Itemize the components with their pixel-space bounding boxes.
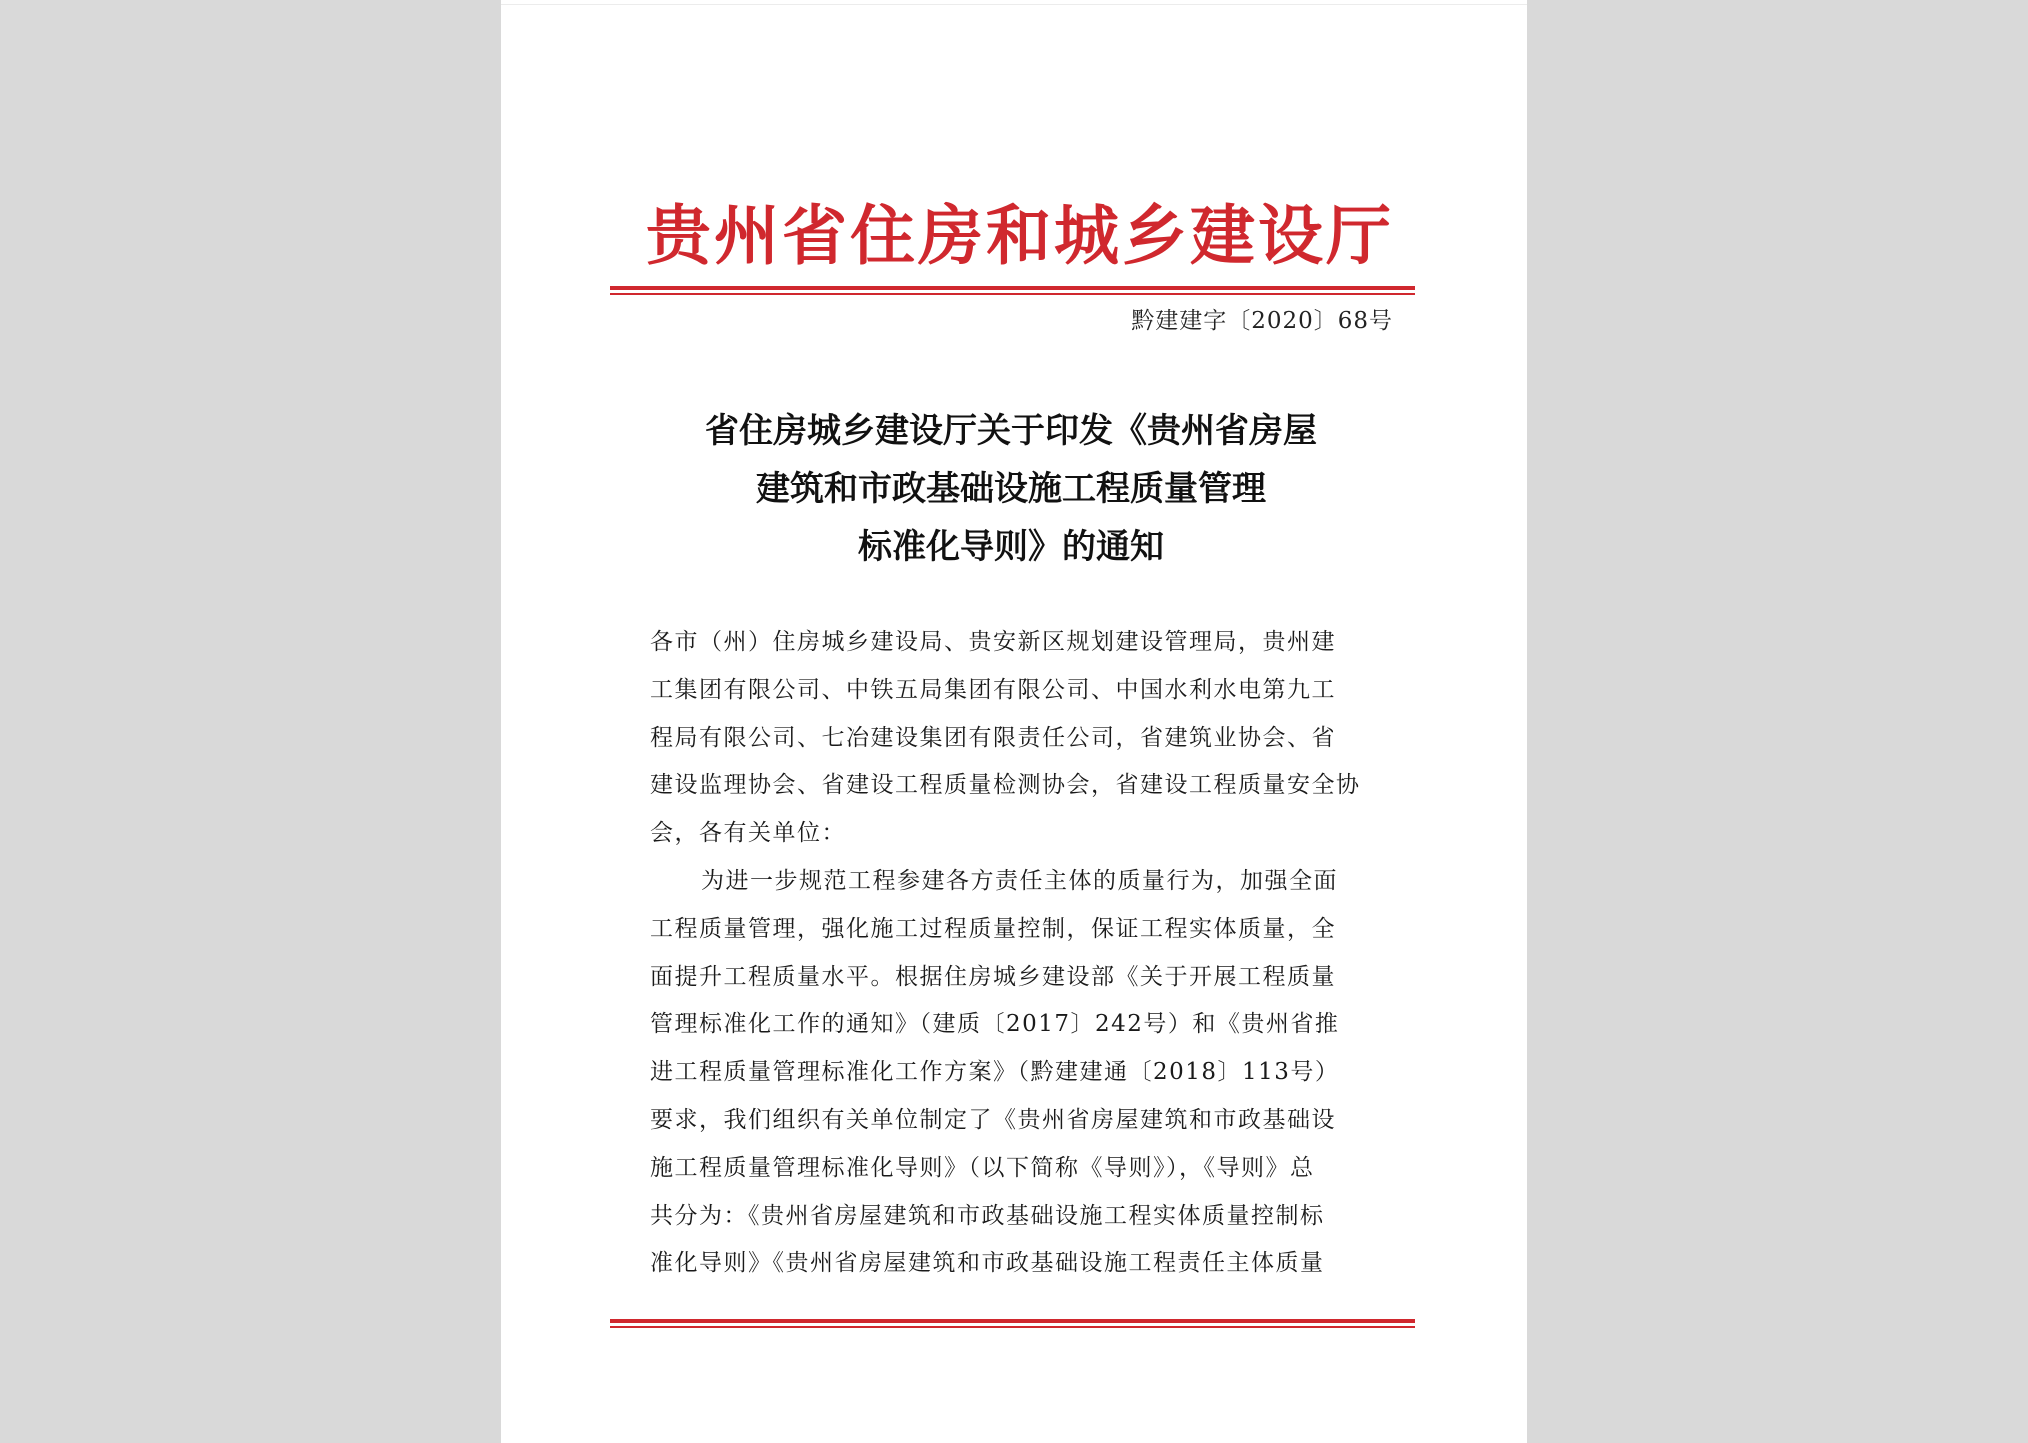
footer-red-rule <box>610 1319 1415 1323</box>
addressee-line: 各市（州）住房城乡建设局、贵安新区规划建设管理局，贵州建 <box>650 629 1336 655</box>
paragraph-line: 要求，我们组织有关单位制定了《贵州省房屋建筑和市政基础设 <box>650 1106 1336 1133</box>
addressee-line: 建设监理协会、省建设工程质量检测协会，省建设工程质量安全协 <box>650 772 1361 799</box>
document-number: 黔建建字〔2020〕68号 <box>1131 308 1393 334</box>
document-page <box>501 0 1527 1443</box>
document-body <box>650 619 1388 1288</box>
paragraph-line: 进工程质量管理标准化工作方案》（黔建建通〔2018〕113号） <box>650 1059 1340 1086</box>
paragraph-line: 管理标准化工作的通知》（建质〔2017〕242号）和《贵州省推 <box>650 1011 1340 1038</box>
header-red-rule-thin <box>610 293 1415 295</box>
addressee-line: 工集团有限公司、中铁五局集团有限公司、中国水利水电第九工 <box>650 676 1336 703</box>
paragraph-line: 为进一步规范工程参建各方责任主体的质量行为，加强全面 <box>701 867 1338 894</box>
title-line: 建筑和市政基础设施工程质量管理 <box>756 469 1266 509</box>
paragraph-line: 共分为：《贵州省房屋建筑和市政基础设施工程实体质量控制标 <box>650 1202 1325 1229</box>
paragraph-line: 面提升工程质量水平。根据住房城乡建设部《关于开展工程质量 <box>650 963 1336 990</box>
paragraph-line: 工程质量管理，强化施工过程质量控制，保证工程实体质量，全 <box>650 915 1336 942</box>
paragraph-line: 准化导则》《贵州省房屋建筑和市政基础设施工程责任主体质量 <box>650 1250 1325 1277</box>
addressee-line: 程局有限公司、七冶建设集团有限责任公司，省建筑业协会、省 <box>650 724 1336 751</box>
header-red-rule <box>610 286 1415 290</box>
issuing-authority-header: 贵州省住房和城乡建设厅 <box>646 199 1395 274</box>
title-line: 省住房城乡建设厅关于印发《贵州省房屋 <box>705 411 1317 451</box>
footer-red-rule-thin <box>610 1326 1415 1328</box>
document-title <box>611 402 1411 576</box>
paragraph-line: 施工程质量管理标准化导则》（以下简称《导则》），《导则》总 <box>650 1154 1315 1181</box>
addressee-line: 会，各有关单位： <box>650 820 846 847</box>
page-top-edge <box>501 4 1527 5</box>
title-line: 标准化导则》的通知 <box>858 527 1164 567</box>
